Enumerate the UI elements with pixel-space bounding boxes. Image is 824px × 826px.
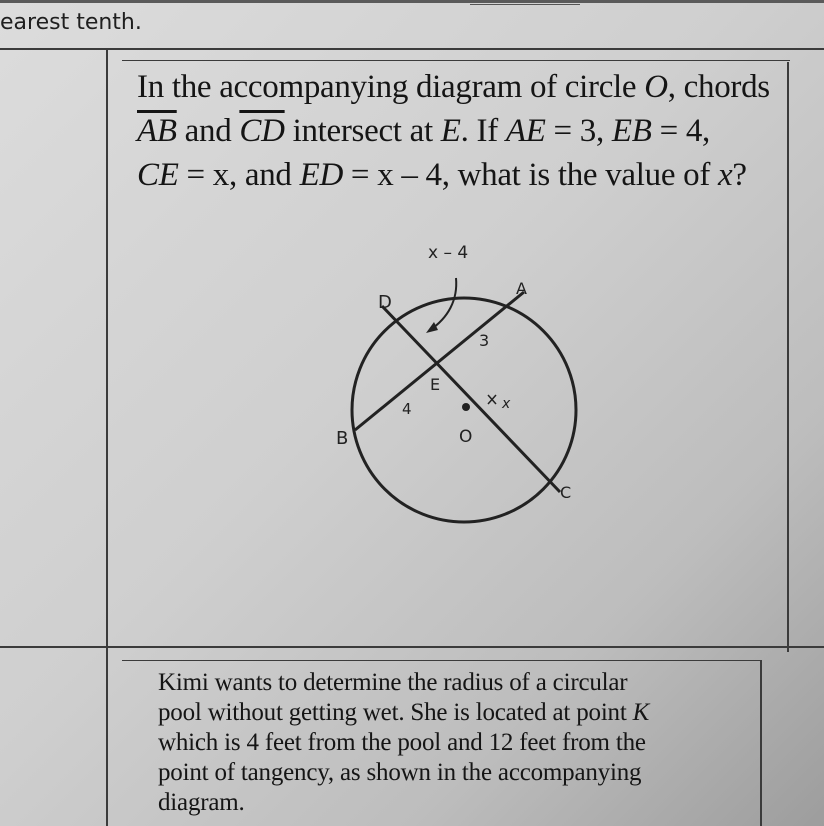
q1-text-part: = 3,: [545, 113, 612, 149]
top-underline: [470, 4, 580, 5]
point-e: E: [440, 113, 461, 149]
q2-text-part: pool without getting wet. She is located at point: [158, 699, 633, 726]
q1-text-part: ?: [732, 157, 747, 193]
question1-line1: [137, 65, 770, 109]
question1-line2: [137, 109, 770, 153]
table-top-rule: [0, 48, 824, 50]
label-d: D: [378, 292, 392, 313]
point-k: K: [632, 699, 650, 726]
circle-diagram: [320, 230, 620, 530]
top-border: [0, 0, 824, 3]
label-b: B: [336, 428, 349, 449]
row-divider-rule: [0, 646, 824, 648]
variable-x: x: [717, 157, 733, 193]
segment-ae: AE: [505, 113, 546, 149]
inner-cell-bottom-rule: [122, 660, 762, 661]
center-dot: [462, 403, 470, 411]
label-x-minus-4: x – 4: [428, 243, 469, 263]
segment-ed: ED: [299, 157, 343, 193]
label-a: A: [516, 279, 527, 298]
chord-ab: $\overline{AB}$: [137, 113, 177, 149]
label-o: O: [459, 427, 473, 447]
question2-line3: which is 4 feet from the pool and 12 feet from the: [158, 729, 646, 756]
inner-cell-top-rule: [122, 60, 790, 61]
inner-cell-right-rule: [760, 660, 762, 826]
q1-text-part: . If: [460, 113, 506, 149]
question2-line4: point of tangency, as shown in the accompanying: [158, 759, 642, 786]
label-x: x: [502, 396, 511, 412]
q1-text-part: and: [176, 113, 240, 149]
chord-cd: $\overline{CD}$: [239, 113, 285, 149]
x-tick-mark: [488, 395, 496, 404]
table-right-rule: [787, 62, 789, 652]
segment-ce: CE: [137, 157, 179, 193]
q1-text-part: intersect at: [284, 113, 441, 149]
segment-eb: EB: [611, 113, 652, 149]
question1-line3: [137, 153, 770, 197]
question1-text: [137, 65, 770, 197]
q1-text-part: = x, and: [178, 157, 300, 193]
label-3: 3: [479, 331, 490, 350]
label-e: E: [430, 375, 441, 394]
q1-text-part: = 4,: [651, 113, 710, 149]
q1-text-part: In the accompanying diagram of circle: [137, 69, 645, 105]
q1-text-part: = x – 4, what is the value of: [342, 157, 718, 193]
table-left-column-rule: [106, 48, 108, 826]
label-4: 4: [402, 400, 412, 418]
label-c: C: [560, 483, 572, 502]
q1-text-part: , chords: [667, 69, 770, 105]
question2-line1: Kimi wants to determine the radius of a circular: [158, 669, 628, 696]
circle-name: O: [644, 69, 668, 105]
question2-line5: diagram.: [158, 789, 245, 816]
header-text: earest tenth.: [0, 10, 142, 35]
question2-line2: [158, 698, 649, 728]
question2-text: [158, 668, 649, 818]
arrowhead-icon: [426, 322, 438, 333]
